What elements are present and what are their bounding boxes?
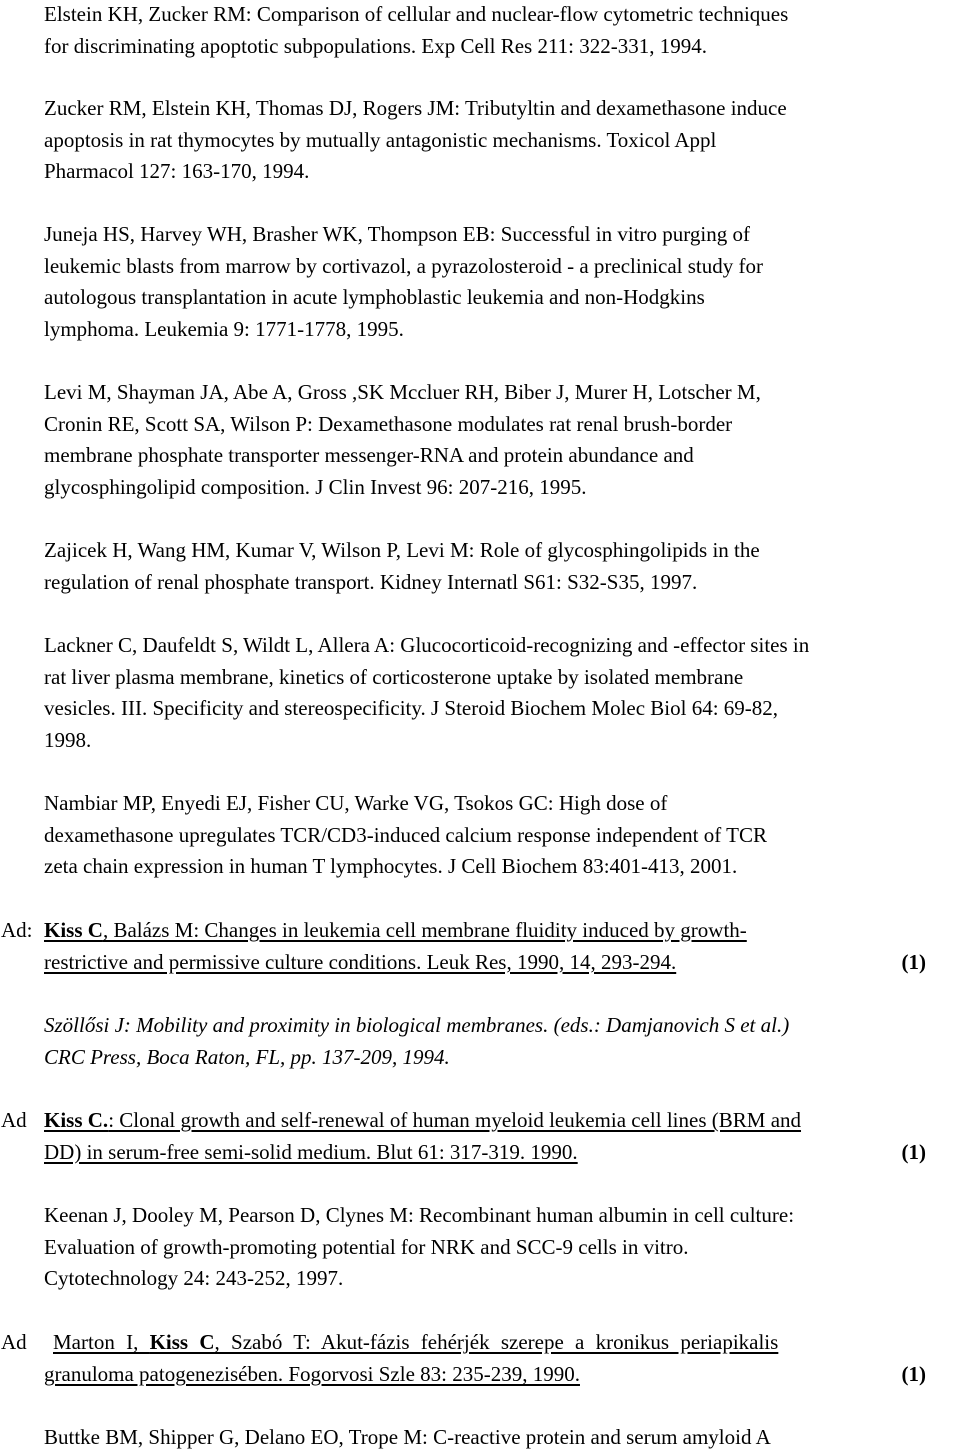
ad-entry-3 (53, 1327, 959, 1359)
reference-lackner (44, 630, 944, 756)
ad-entry-3-cont (44, 1359, 944, 1391)
citation-count: (1) (901, 950, 926, 974)
ad-label: Ad: (1, 918, 33, 942)
ad-entry-text: , Balázs M: Changes in leukemia cell membrane fluidity induced by growth- (102, 918, 747, 942)
reference-line: Lackner C, Daufeldt S, Wildt L, Allera A: Glucocorticoid-recognizing and -effector sites in (44, 633, 810, 657)
ad-entry-line (53, 1327, 959, 1359)
reference-line: Cytotechnology 24: 243-252, 1997. (44, 1266, 344, 1291)
reference-juneja (44, 219, 944, 345)
ad-entry-line (44, 1105, 944, 1137)
ad-entry-text: : Clonal growth and self-renewal of human myeloid leukemia cell lines (BRM and (108, 1108, 802, 1132)
reference-line: CRC Press, Boca Raton, FL, pp. 137-209, 1994. (44, 1044, 450, 1069)
reference-line: dexamethasone upregulates TCR/CD3-induced calcium response independent of TCR (44, 822, 767, 847)
reference-line: lymphoma. Leukemia 9: 1771-1778, 1995. (44, 316, 404, 341)
ad-label: Ad (1, 1108, 27, 1132)
reference-line: Szöllősi J: Mobility and proximity in biological membranes. (eds.: Damjanovich S et al.) (44, 1013, 790, 1037)
reference-line: glycosphingolipid composition. J Clin Invest 96: 207-216, 1995. (44, 474, 587, 499)
reference-keenan (44, 1200, 944, 1295)
reference-nambiar (44, 788, 944, 883)
reference-line: 1998. (44, 727, 92, 752)
citation-count: (1) (901, 1140, 926, 1164)
ad-entry-1 (44, 915, 944, 978)
author-name-bold: Kiss C (44, 918, 103, 942)
ad-entry-line: restrictive and permissive culture conditions. Leuk Res, 1990, 14, 293-294. (44, 949, 677, 974)
ad-label: Ad (1, 1330, 27, 1354)
reference-line: Keenan J, Dooley M, Pearson D, Clynes M: Recombinant human albumin in cell culture: (44, 1203, 795, 1227)
reference-line: Evaluation of growth-promoting potential for NRK and SCC-9 cells in vitro. (44, 1234, 689, 1259)
reference-line: regulation of renal phosphate transport. Kidney Internatl S61: S32-S35, 1997. (44, 569, 698, 594)
reference-line: Cronin RE, Scott SA, Wilson P: Dexamethasone modulates rat renal brush-border (44, 411, 733, 436)
citing-reference (44, 1010, 944, 1073)
reference-line: Nambiar MP, Enyedi EJ, Fisher CU, Warke VG, Tsokos GC: High dose of (44, 791, 668, 815)
ad-entry-text: , Szabó T: Akut-fázis fehérjék szerepe a kronikus periapikalis (214, 1330, 779, 1354)
ad-entry-line: granuloma patogenezisében. Fogorvosi Szle 83: 235-239, 1990. (44, 1362, 580, 1386)
reference-line: for discriminating apoptotic subpopulations. Exp Cell Res 211: 322-331, 1994. (44, 33, 707, 58)
author-name-bold: Kiss C (149, 1330, 215, 1354)
reference-line: Elstein KH, Zucker RM: Comparison of cellular and nuclear-flow cytometric techniques (44, 2, 789, 26)
ad-entry-text: Marton I, (53, 1330, 150, 1354)
author-name-bold: Kiss C. (44, 1108, 109, 1132)
reference-zajicek (44, 535, 944, 598)
reference-line: vesicles. III. Specificity and stereospecificity. J Steroid Biochem Molec Biol 64: 69-82, (44, 696, 779, 721)
reference-line: apoptosis in rat thymocytes by mutually antagonistic mechanisms. Toxicol Appl (44, 127, 717, 152)
reference-line: leukemic blasts from marrow by cortivazol, a pyrazolosteroid - a preclinical study for (44, 253, 764, 278)
reference-line: Zajicek H, Wang HM, Kumar V, Wilson P, Levi M: Role of glycosphingolipids in the (44, 538, 760, 562)
ad-entry-line (44, 915, 944, 947)
reference-elstein (44, 0, 944, 62)
reference-zucker (44, 93, 944, 188)
reference-buttke (44, 1422, 944, 1454)
ad-entry-2 (44, 1105, 944, 1168)
reference-line: autologous transplantation in acute lymphoblastic leukemia and non-Hodgkins (44, 285, 705, 310)
reference-levi (44, 377, 944, 503)
ad-entry-line: DD) in serum-free semi-solid medium. Blut 61: 317-319. 1990. (44, 1139, 578, 1164)
reference-line: membrane phosphate transporter messenger-RNA and protein abundance and (44, 443, 694, 468)
citation-count: (1) (901, 1362, 926, 1386)
reference-line: rat liver plasma membrane, kinetics of corticosterone uptake by isolated membrane (44, 664, 744, 689)
reference-line: zeta chain expression in human T lymphocytes. J Cell Biochem 83:401-413, 2001. (44, 854, 738, 879)
reference-line: Buttke BM, Shipper G, Delano EO, Trope M: C-reactive protein and serum amyloid A (44, 1425, 771, 1449)
reference-line: Juneja HS, Harvey WH, Brasher WK, Thompson EB: Successful in vitro purging of (44, 222, 750, 246)
reference-line: Pharmacol 127: 163-170, 1994. (44, 159, 310, 184)
reference-line: Levi M, Shayman JA, Abe A, Gross ,SK Mccluer RH, Biber J, Murer H, Lotscher M, (44, 380, 761, 404)
reference-line: Zucker RM, Elstein KH, Thomas DJ, Rogers JM: Tributyltin and dexamethasone induce (44, 96, 787, 120)
